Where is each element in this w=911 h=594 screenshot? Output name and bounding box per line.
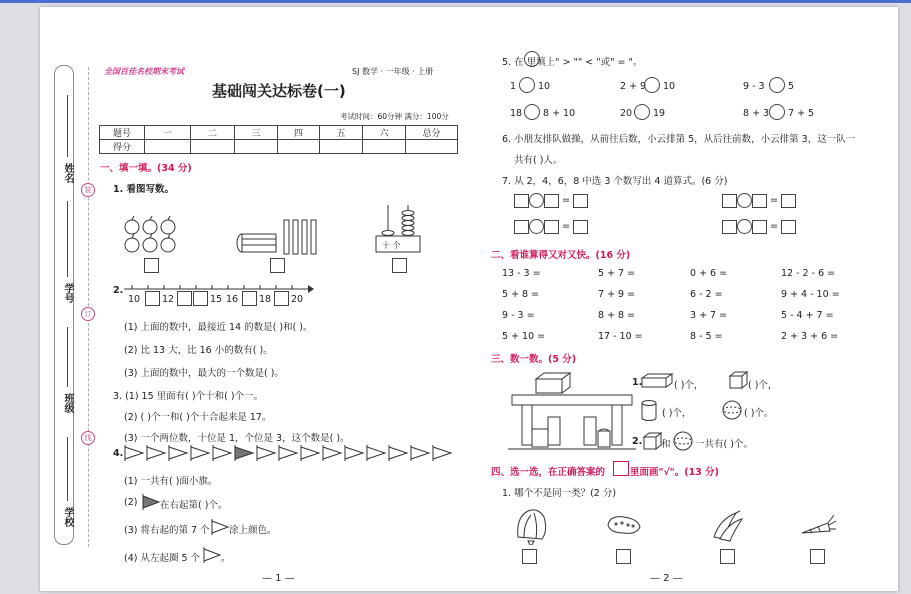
question-5: 5. 在 里填上" > "" < "或" = "。 (502, 57, 643, 68)
count-q2-total: 一共有( )个。 (695, 439, 753, 450)
numline-label: 20 (291, 294, 304, 305)
count-cylinder: ( )个， (662, 408, 692, 419)
q2-part3: (3) 上面的数中，最大的一个数是( )。 (124, 368, 284, 379)
question-2: 2. (113, 285, 124, 296)
page-number-1: — 1 — (262, 573, 295, 584)
cube-icon (728, 370, 748, 390)
school-line (67, 437, 68, 501)
page-title: 基础闯关达标卷(一) (212, 82, 346, 100)
q4-part1: (1) 一共有( )面小旗。 (124, 476, 218, 487)
score-input[interactable] (320, 140, 363, 154)
score-header-row (100, 126, 458, 140)
q4-part2-text: 在右起第( )个。 (160, 500, 228, 511)
student-number-label: 学号 (62, 283, 73, 303)
calc-item: 9 + 4 - 10 = (781, 289, 840, 300)
q4-part4-text: 。 (221, 553, 231, 564)
score-cell: 二 (191, 126, 235, 140)
compare-circle[interactable] (644, 77, 660, 93)
q3-part3: (3) 一个两位数，十位是 1，个位是 3，这个数是( )。 (124, 433, 350, 444)
q5-cell: 5 (788, 81, 795, 92)
count-q1-number: 1. (632, 377, 643, 388)
name-label: 姓名 (62, 163, 73, 183)
count-q2-number: 2. (632, 436, 643, 447)
numline-box[interactable] (177, 291, 192, 306)
score-cell: 题号 (100, 126, 145, 140)
q5-cell: 8 + 10 (543, 108, 576, 119)
numline-label: 18 (259, 294, 272, 305)
flag-row (123, 445, 453, 461)
abacus-place-labels: 十 个 (382, 241, 401, 250)
answer-box-banana[interactable] (720, 549, 735, 564)
calc-item: 5 - 4 + 7 = (781, 310, 834, 321)
compare-circle[interactable] (769, 104, 785, 120)
count-q2-and: 和 (661, 439, 671, 450)
score-cell: 三 (235, 126, 278, 140)
class-label: 班级 (62, 393, 73, 413)
cylinder-icon (640, 399, 658, 421)
answer-box-apples[interactable] (144, 258, 159, 273)
q5-cell: 1 (510, 81, 517, 92)
calc-item: 0 + 6 = (690, 268, 728, 279)
calc-item: 12 - 2 - 6 = (781, 268, 836, 279)
section-4-heading-b: 里面画"√"。(13 分) (630, 467, 719, 478)
cucumber-icon (604, 513, 644, 539)
q4-part3-prefix: (3) 将右起的第 7 个 (124, 525, 210, 536)
calc-item: 17 - 10 = (598, 331, 643, 342)
compare-circle[interactable] (524, 104, 540, 120)
flag-icon (202, 547, 222, 563)
score-input[interactable] (235, 140, 278, 154)
series-label: 全国百佳名校期末考试 (104, 67, 184, 76)
answer-box-sample (613, 461, 629, 476)
section-3-heading: 三、数一数。(5 分) (491, 354, 577, 365)
school-label: 学校 (62, 507, 73, 527)
number-line (67, 201, 68, 277)
carrot-icon (798, 511, 838, 545)
numline-box[interactable] (274, 291, 289, 306)
banana-icon (710, 509, 746, 543)
numline-label: 10 (128, 294, 141, 305)
answer-box-cucumber[interactable] (616, 549, 631, 564)
cuboid-icon (640, 373, 674, 389)
sphere-icon (721, 399, 743, 421)
score-cell: 六 (363, 126, 406, 140)
q4-part3-text: 涂上颜色。 (229, 525, 277, 536)
score-cell: 五 (320, 126, 363, 140)
flag-icon (210, 519, 230, 535)
blocks-structure-picture (508, 371, 638, 453)
equation-template[interactable]: = (722, 219, 796, 234)
answer-box-cabbage[interactable] (522, 549, 537, 564)
compare-circle[interactable] (634, 104, 650, 120)
equation-template[interactable]: = (514, 193, 588, 208)
cube-icon (642, 431, 662, 451)
calc-item: 13 - 3 = (502, 268, 541, 279)
class-line (67, 327, 68, 387)
bind-mark-3: 线 (81, 431, 95, 445)
section-2-heading: 二、看谁算得又对又快。(16 分) (491, 250, 631, 261)
numline-label: 12 (162, 294, 175, 305)
calc-item: 5 + 10 = (502, 331, 546, 342)
numline-box[interactable] (193, 291, 208, 306)
score-input[interactable] (145, 140, 191, 154)
calc-item: 3 + 7 = (690, 310, 728, 321)
numline-label: 15 (210, 294, 223, 305)
viewer-top-bar (0, 0, 911, 3)
equation-template[interactable]: = (722, 193, 796, 208)
compare-circle[interactable] (769, 77, 785, 93)
exam-page (40, 7, 898, 591)
answer-box-abacus[interactable] (392, 258, 407, 273)
calc-item: 6 - 2 = (690, 289, 723, 300)
apples-picture (122, 215, 182, 257)
gray-flag-icon (141, 494, 161, 510)
sticks-picture (236, 215, 326, 257)
question-1: 1. 看图写数。 (113, 184, 175, 195)
answer-box-carrot[interactable] (810, 549, 825, 564)
q3-part2: (2) ( )个一和( )个十合起来是 17。 (124, 412, 272, 423)
score-table (99, 125, 458, 154)
q5-cell: 18 (510, 108, 523, 119)
score-value-row (100, 140, 458, 154)
calc-item: 8 - 5 = (690, 331, 723, 342)
q4-part4-prefix: (4) 从左起圈 5 个 (124, 553, 201, 564)
count-sphere: ( )个。 (744, 408, 774, 419)
q5-cell: 10 (538, 81, 551, 92)
q4-part2-prefix: (2) (124, 497, 138, 508)
calc-item: 9 - 3 = (502, 310, 535, 321)
section-1-heading: 一、填一填。(34 分) (100, 163, 192, 174)
q2-part2: (2) 比 13 大，比 16 小的数有( )。 (124, 345, 273, 356)
count-cuboid: ( )个， (674, 380, 704, 391)
name-line (67, 95, 68, 157)
score-input[interactable] (278, 140, 320, 154)
score-cell: 四 (278, 126, 320, 140)
q5-cell: 2 + 9 (620, 81, 647, 92)
page-number-2: — 2 — (650, 573, 683, 584)
question-4: 4. (113, 448, 124, 459)
sphere-icon (672, 430, 694, 452)
q5-cell: 7 + 5 (788, 108, 815, 119)
calc-item: 7 + 9 = (598, 289, 636, 300)
equation-template[interactable]: = (514, 219, 588, 234)
answer-box-sticks[interactable] (270, 258, 285, 273)
q5-cell: 10 (663, 81, 676, 92)
q3-part1: 3. (1) 15 里面有( )个十和( )个一。 (113, 391, 264, 402)
exam-meta: 考试时间：60分钟 满分：100分 (340, 112, 449, 121)
question-6-line1: 6. 小朋友排队做操，从前往后数，小云排第 5，从后往前数，小云排第 3，这一队一 (502, 134, 856, 145)
score-cell: 得分 (100, 140, 145, 154)
calc-item: 8 + 8 = (598, 310, 636, 321)
calc-item: 2 + 3 + 6 = (781, 331, 839, 342)
question-7: 7. 从 2，4，6，8 中选 3 个数写出 4 道算式。(6 分) (502, 176, 728, 187)
calc-item: 5 + 8 = (502, 289, 540, 300)
score-input[interactable] (191, 140, 235, 154)
calc-item: 5 + 7 = (598, 268, 636, 279)
score-input[interactable] (406, 140, 458, 154)
q5-cell: 19 (653, 108, 666, 119)
q2-part1: (1) 上面的数中，最接近 14 的数是( )和( )。 (124, 322, 313, 333)
count-cube: ( )个， (748, 380, 778, 391)
edition-label: SJ 数学 · 一年级 · 上册 (352, 67, 434, 76)
compare-circle[interactable] (519, 77, 535, 93)
score-cell: 一 (145, 126, 191, 140)
section-4-heading-a: 四、选一选，在正确答案的 (491, 467, 606, 478)
binding-frame (54, 65, 74, 545)
q5-cell: 20 (620, 108, 633, 119)
q5-cell: 9 - 3 (743, 81, 765, 92)
score-cell: 总分 (406, 126, 458, 140)
numline-box[interactable] (242, 291, 257, 306)
compare-circle-sample (524, 51, 540, 67)
bind-mark-1: 装 (81, 183, 95, 197)
numline-box[interactable] (145, 291, 160, 306)
s4-question-1: 1. 哪个不是同一类？(2 分) (502, 488, 617, 499)
q5-cell: 8 + 3 (743, 108, 770, 119)
cabbage-icon (514, 507, 548, 545)
bind-mark-2: 订 (81, 307, 95, 321)
question-6-line2: 共有( )人。 (514, 155, 563, 166)
score-input[interactable] (363, 140, 406, 154)
numline-label: 16 (226, 294, 239, 305)
